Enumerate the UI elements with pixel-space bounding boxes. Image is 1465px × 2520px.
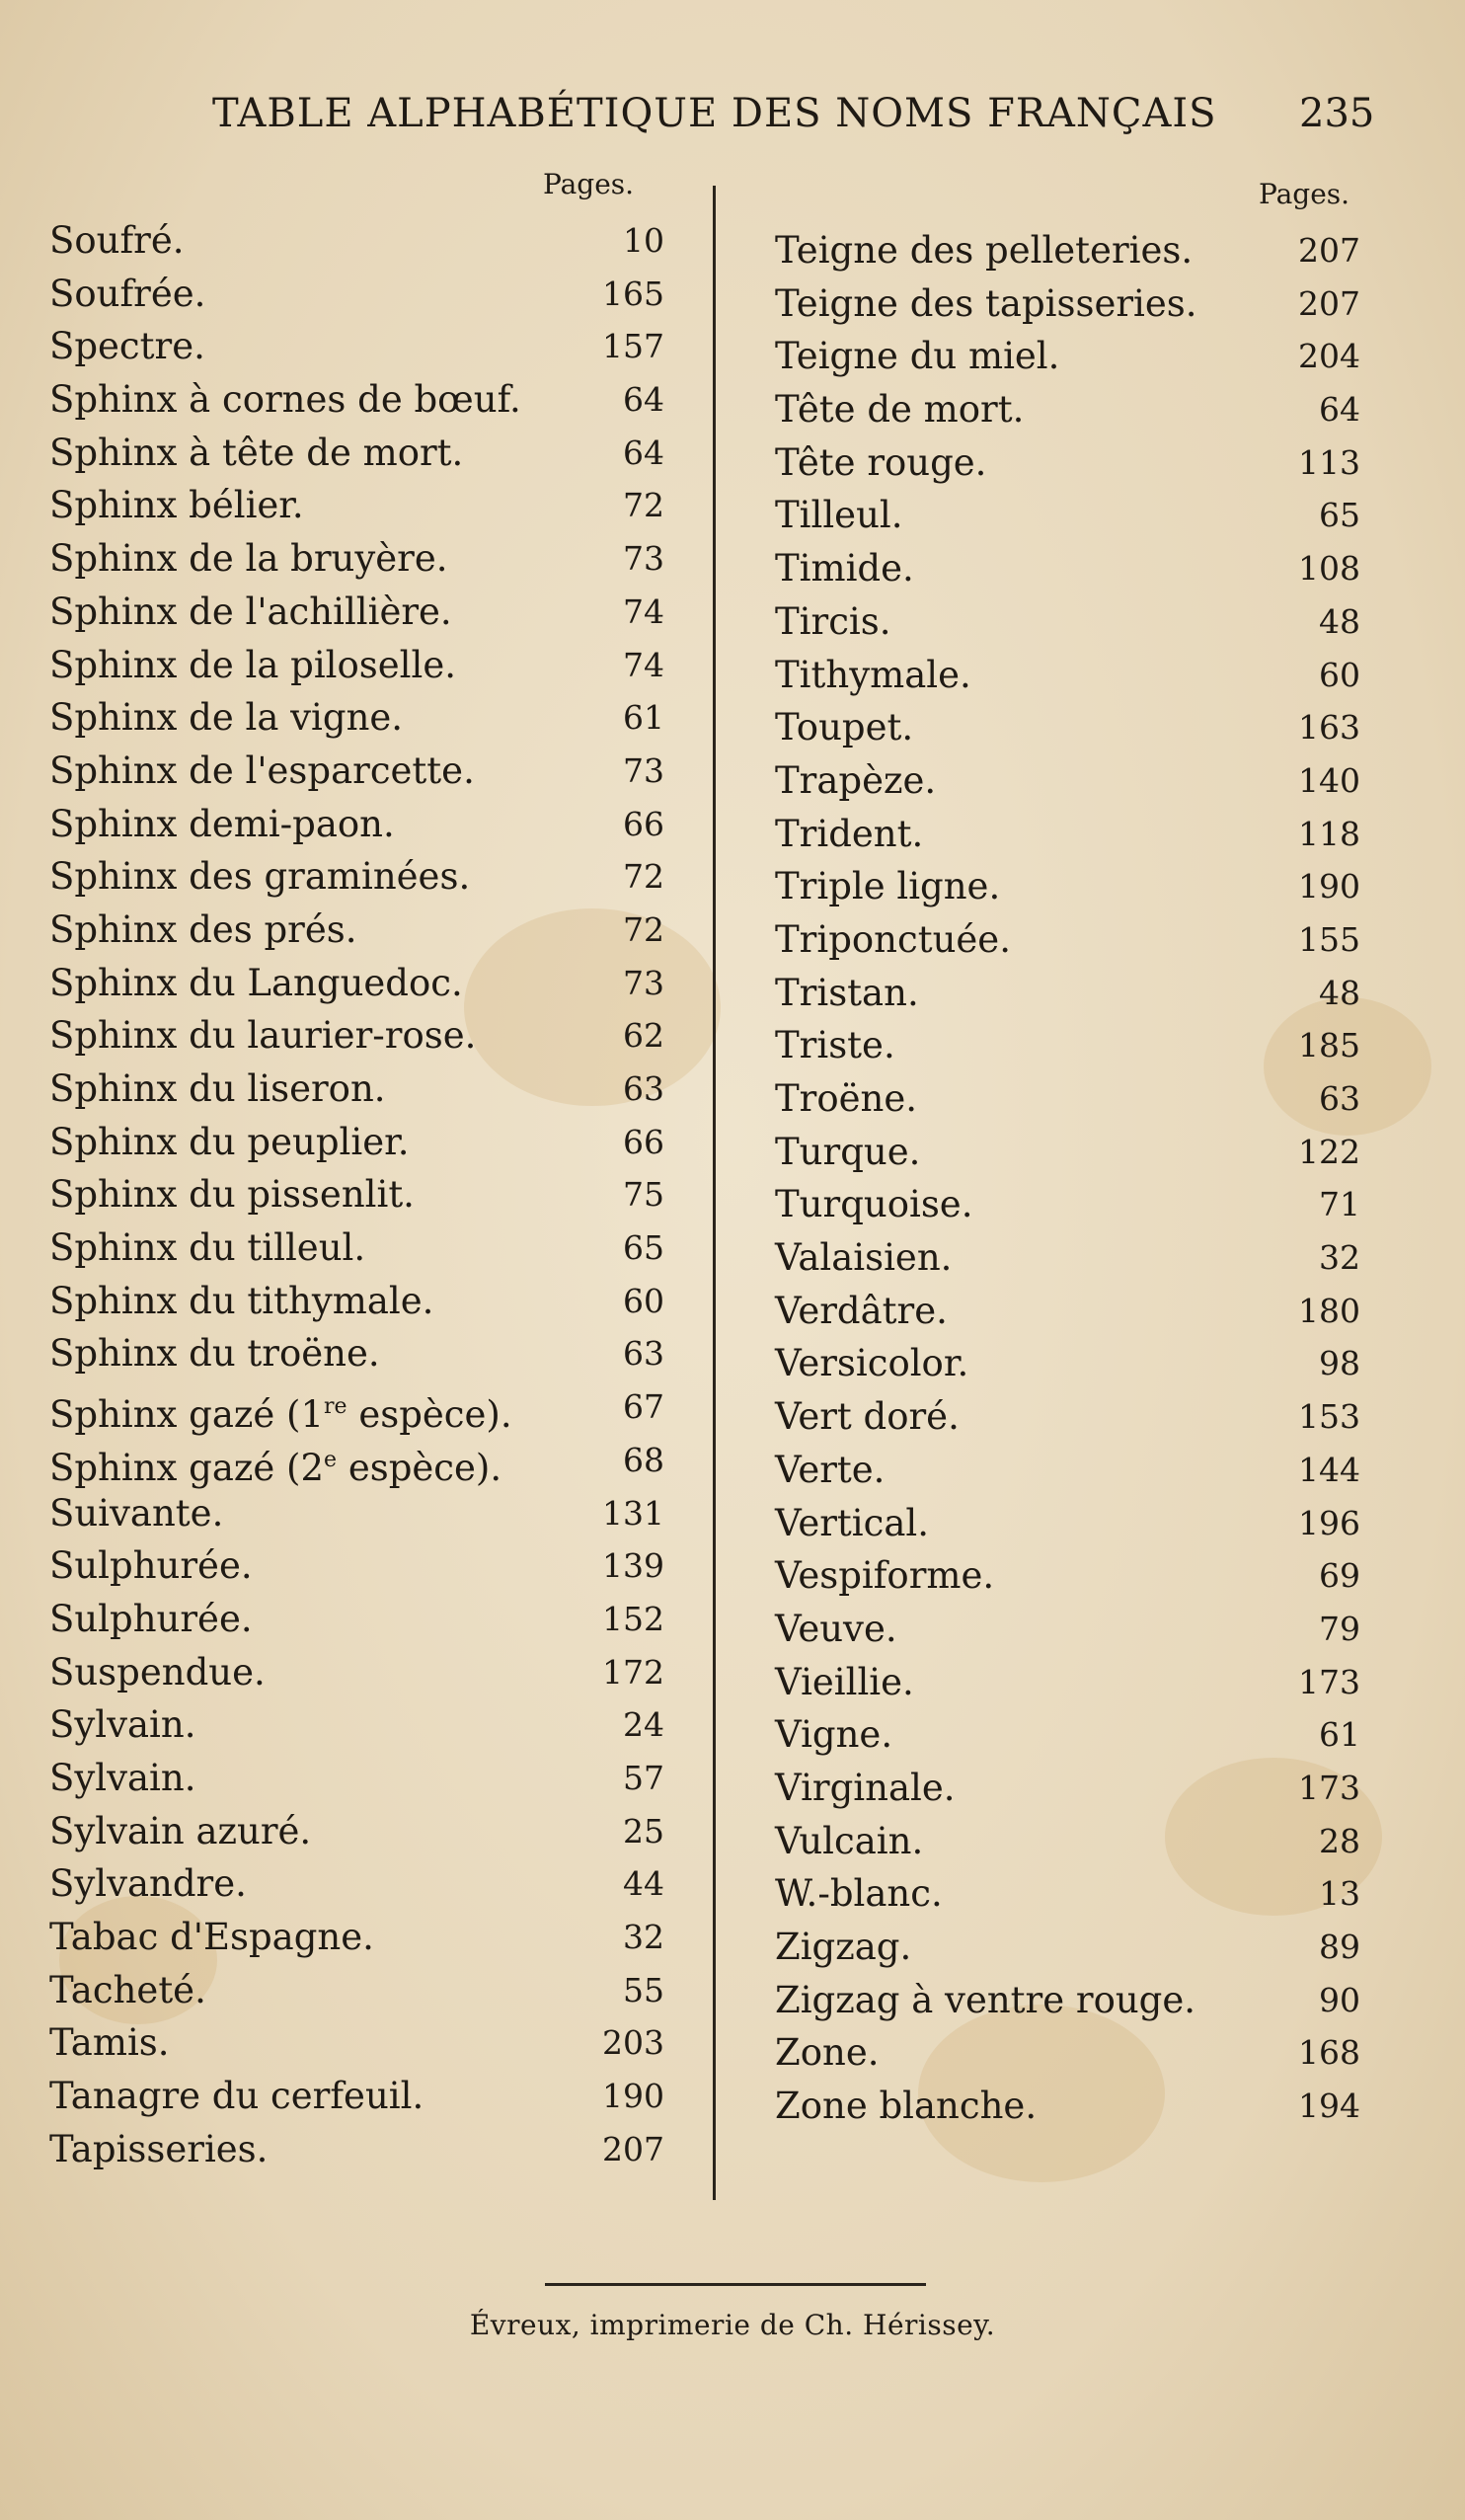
index-entry [775,542,1367,595]
entry-name: Valaisien. [775,1236,953,1280]
entry-page-number: 72 [623,909,664,949]
entry-name: Sphinx du Languedoc. [49,961,463,1004]
entry-name: Sphinx du tithymale. [49,1279,434,1322]
entry-page-number: 203 [602,2023,664,2063]
entry-page-number: 173 [1298,1662,1360,1701]
index-entry [49,850,671,904]
index-entry [775,2026,1367,2080]
index-entry [775,1867,1367,1921]
entry-page-number: 66 [623,1122,664,1161]
index-entry [775,1126,1367,1179]
entry-page-number: 48 [1319,601,1360,641]
entry-page-number: 79 [1319,1609,1360,1648]
index-entry [775,1921,1367,1974]
entry-page-number: 48 [1319,973,1360,1012]
entry-name: Sphinx du tilleul. [49,1226,366,1270]
index-entry [775,1708,1367,1762]
index-entry [49,1805,671,1858]
entry-name: Triponctuée. [775,917,1011,961]
entry-page-number: 25 [623,1811,664,1851]
entry-page-number: 62 [623,1016,664,1056]
entry-page-number: 74 [623,645,664,684]
entry-page-number: 157 [602,327,664,366]
entry-name: Turque. [775,1130,921,1173]
index-entry [49,1116,671,1169]
index-entry [49,1539,671,1593]
entry-name: Sulphurée. [49,1597,253,1640]
pages-column-label: Pages. [1259,178,1350,210]
entry-page-number: 60 [1319,655,1360,694]
page-number: 235 [1299,91,1375,136]
right-entry-list [775,224,1367,2133]
index-entry [775,1549,1367,1603]
entry-page-number: 64 [623,433,664,472]
index-entry [775,1656,1367,1709]
entry-page-number: 75 [623,1175,664,1215]
entry-name: Tête rouge. [775,440,987,484]
entry-name: Sphinx du liseron. [49,1067,386,1110]
entry-page-number: 32 [1319,1238,1360,1278]
entry-name: Triste. [775,1024,895,1067]
index-entry [49,1327,671,1380]
index-entry [775,1019,1367,1072]
column-divider [713,186,716,2200]
entry-page-number: 10 [623,221,664,260]
entry-name: Tamis. [49,2021,170,2065]
entry-page-number: 65 [1319,496,1360,535]
index-entry [49,1911,671,1964]
entry-page-number: 118 [1298,814,1360,853]
entry-name: Soufrée. [49,272,206,315]
index-entry [49,532,671,586]
entry-name: Vespiforme. [775,1554,995,1598]
entry-page-number: 60 [623,1281,664,1320]
entry-page-number: 74 [623,591,664,631]
entry-name: Sphinx de l'achillière. [49,590,452,633]
entry-name: Sphinx des prés. [49,907,357,951]
entry-superscript: e [324,1447,338,1472]
entry-page-number: 89 [1319,1928,1360,1966]
entry-name: Sphinx du pissenlit. [49,1173,415,1217]
index-entry [49,373,671,427]
entry-name: Sphinx demi-paon. [49,802,395,845]
index-entry [49,1063,671,1116]
entry-name: Sylvain. [49,1703,196,1747]
entry-name: Tapisseries. [49,2127,269,2170]
entry-name: Sphinx des graminées. [49,855,471,899]
entry-name: Sulphurée. [49,1544,253,1588]
index-entry [49,479,671,532]
index-entry [775,967,1367,1020]
entry-name: Teigne du miel. [775,335,1060,378]
entry-name: Zone blanche. [775,2085,1038,2128]
index-entry [49,1646,671,1699]
entry-name: Vigne. [775,1713,893,1757]
index-entry [49,2070,671,2123]
entry-page-number: 108 [1298,549,1360,589]
entry-page-number: 32 [623,1918,664,1956]
entry-superscript: re [324,1394,347,1420]
entry-page-number: 163 [1298,708,1360,748]
entry-name: Sylvain. [49,1756,196,1799]
entry-page-number: 207 [1298,231,1360,270]
entry-page-number: 65 [623,1228,664,1268]
entry-name: W.-blanc. [775,1872,943,1916]
entry-name: Sphinx du laurier-rose. [49,1014,477,1058]
entry-page-number: 67 [623,1387,664,1427]
index-entry [49,1434,671,1487]
entry-name: Sphinx à tête de mort. [49,431,464,474]
entry-name: Sphinx de la piloselle. [49,643,456,686]
entry-name: Suspendue. [49,1650,266,1693]
entry-page-number: 168 [1298,2033,1360,2073]
entry-name: Zigzag. [775,1926,912,1968]
index-entry [775,913,1367,967]
entry-page-number: 44 [623,1864,664,1904]
index-entry [775,277,1367,331]
index-entry [49,639,671,692]
index-entry [49,691,671,745]
index-entry [49,1168,671,1221]
index-entry [49,1698,671,1752]
entry-name: Turquoise. [775,1183,973,1226]
entry-page-number: 73 [623,539,664,579]
entry-name: Trapèze. [775,758,937,802]
entry-page-number: 71 [1319,1185,1360,1224]
entry-page-number: 131 [602,1493,664,1533]
entry-name: Tilleul. [775,494,903,537]
entry-name: Troëne. [775,1077,918,1120]
index-entry [775,2080,1367,2133]
entry-page-number: 172 [602,1652,664,1692]
entry-name: Sphinx bélier. [49,484,304,527]
index-entry [775,860,1367,913]
index-entry [49,1857,671,1911]
entry-page-number: 64 [1319,390,1360,430]
pages-column-label: Pages. [543,168,635,200]
entry-name: Sphinx gazé (1re espèce). [49,1393,512,1437]
index-entry [775,330,1367,383]
index-entry [775,808,1367,861]
entry-name: Zigzag à ventre rouge. [775,1978,1196,2021]
entry-name: Tithymale. [775,653,971,696]
entry-page-number: 90 [1319,1980,1360,2019]
index-entry [49,1964,671,2017]
index-entry [49,1593,671,1646]
entry-page-number: 69 [1319,1556,1360,1596]
index-entry [775,1285,1367,1338]
index-entry [49,1275,671,1328]
index-entry [49,957,671,1010]
index-entry [775,1974,1367,2027]
entry-name: Verte. [775,1448,886,1491]
entry-name: Vertical. [775,1501,929,1544]
entry-name: Verdâtre. [775,1289,948,1332]
entry-page-number: 207 [1298,283,1360,323]
entry-name: Tabac d'Espagne. [49,1916,374,1958]
index-entry [775,436,1367,490]
entry-name: Sphinx de l'esparcette. [49,748,475,792]
entry-page-number: 152 [602,1599,664,1638]
entry-name: Spectre. [49,325,205,368]
index-entry [775,595,1367,649]
index-entry [775,1337,1367,1390]
entry-name: Sphinx gazé (2e espèce). [49,1446,502,1489]
index-entry [49,320,671,373]
index-entry [49,745,671,798]
entry-name: Vulcain. [775,1819,924,1862]
index-entry [49,1221,671,1275]
index-entry [49,268,671,321]
entry-page-number: 66 [623,804,664,843]
index-entry [775,1603,1367,1656]
index-entry [775,1390,1367,1444]
entry-page-number: 61 [623,698,664,738]
entry-name: Tristan. [775,971,919,1014]
entry-name: Zone. [775,2031,880,2075]
entry-page-number: 13 [1319,1874,1360,1914]
printer-imprint: Évreux, imprimerie de Ch. Hérissey. [469,2309,996,2341]
left-entry-list [49,214,671,2175]
entry-page-number: 165 [602,274,664,313]
entry-page-number: 113 [1298,442,1360,482]
entry-name: Sphinx du troëne. [49,1332,380,1376]
entry-page-number: 57 [623,1758,664,1797]
index-entry [49,1009,671,1063]
entry-page-number: 173 [1298,1768,1360,1807]
entry-page-number: 207 [602,2129,664,2168]
entry-page-number: 64 [623,380,664,420]
entry-page-number: 204 [1298,337,1360,376]
entry-page-number: 180 [1298,1291,1360,1330]
entry-page-number: 72 [623,486,664,525]
entry-page-number: 196 [1298,1503,1360,1542]
entry-name: Sylvandre. [49,1862,247,1906]
entry-page-number: 55 [623,1970,664,2009]
entry-name: Sphinx de la vigne. [49,696,404,740]
entry-name: Triple ligne. [775,865,1001,908]
entry-name: Tircis. [775,599,891,643]
index-entry [775,1762,1367,1815]
entry-name: Timide. [775,547,914,591]
entry-page-number: 63 [623,1069,664,1108]
index-entry [775,489,1367,542]
entry-name: Suivante. [49,1491,224,1535]
entry-name: Vieillie. [775,1660,914,1703]
entry-page-number: 185 [1298,1026,1360,1065]
index-entry [775,1178,1367,1231]
entry-name: Versicolor. [775,1342,969,1385]
index-entry [775,383,1367,436]
index-entry [775,224,1367,277]
entry-name: Sylvain azuré. [49,1809,312,1852]
index-entry [775,701,1367,754]
entry-page-number: 190 [1298,867,1360,906]
entry-page-number: 73 [623,750,664,790]
index-entry [49,798,671,851]
entry-page-number: 24 [623,1705,664,1745]
footer-rule [545,2283,926,2286]
index-entry [49,2123,671,2176]
entry-name: Veuve. [775,1607,897,1650]
index-entry [775,649,1367,702]
entry-name: Tanagre du cerfeuil. [49,2075,424,2118]
index-entry [49,904,671,957]
entry-page-number: 139 [602,1546,664,1586]
index-entry [49,1487,671,1540]
entry-name: Soufré. [49,219,185,262]
index-entry [49,1380,671,1437]
entry-page-number: 68 [623,1440,664,1479]
entry-page-number: 155 [1298,919,1360,959]
index-entry [775,1444,1367,1497]
index-entry [775,1497,1367,1550]
entry-name: Sphinx du peuplier. [49,1120,410,1163]
index-entry [49,214,671,268]
entry-page-number: 28 [1319,1821,1360,1860]
index-entry [775,1815,1367,1868]
page-title: TABLE ALPHABÉTIQUE DES NOMS FRANÇAIS [212,91,1217,136]
index-entry [775,754,1367,808]
entry-page-number: 63 [623,1334,664,1374]
entry-name: Toupet. [775,706,914,749]
entry-name: Sphinx de la bruyère. [49,537,448,581]
entry-name: Vert doré. [775,1395,960,1439]
entry-page-number: 153 [1298,1397,1360,1437]
entry-name: Teigne des pelleteries. [775,229,1194,272]
entry-page-number: 63 [1319,1079,1360,1118]
entry-page-number: 140 [1298,760,1360,800]
entry-page-number: 190 [602,2077,664,2116]
entry-page-number: 194 [1298,2087,1360,2126]
index-entry [49,427,671,480]
entry-name: Teigne des tapisseries. [775,281,1197,325]
entry-name: Tête de mort. [775,388,1025,432]
entry-page-number: 72 [623,857,664,897]
entry-name: Tacheté. [49,1968,206,2011]
entry-page-number: 98 [1319,1344,1360,1383]
index-entry [775,1231,1367,1285]
entry-page-number: 73 [623,963,664,1002]
entry-page-number: 61 [1319,1715,1360,1755]
entry-page-number: 122 [1298,1132,1360,1171]
entry-page-number: 144 [1298,1450,1360,1489]
entry-name: Virginale. [775,1766,956,1809]
index-entry [49,586,671,639]
entry-name: Sphinx à cornes de bœuf. [49,378,521,422]
index-entry [775,1072,1367,1126]
index-entry [49,1752,671,1805]
entry-name: Trident. [775,812,924,855]
index-entry [49,2016,671,2070]
